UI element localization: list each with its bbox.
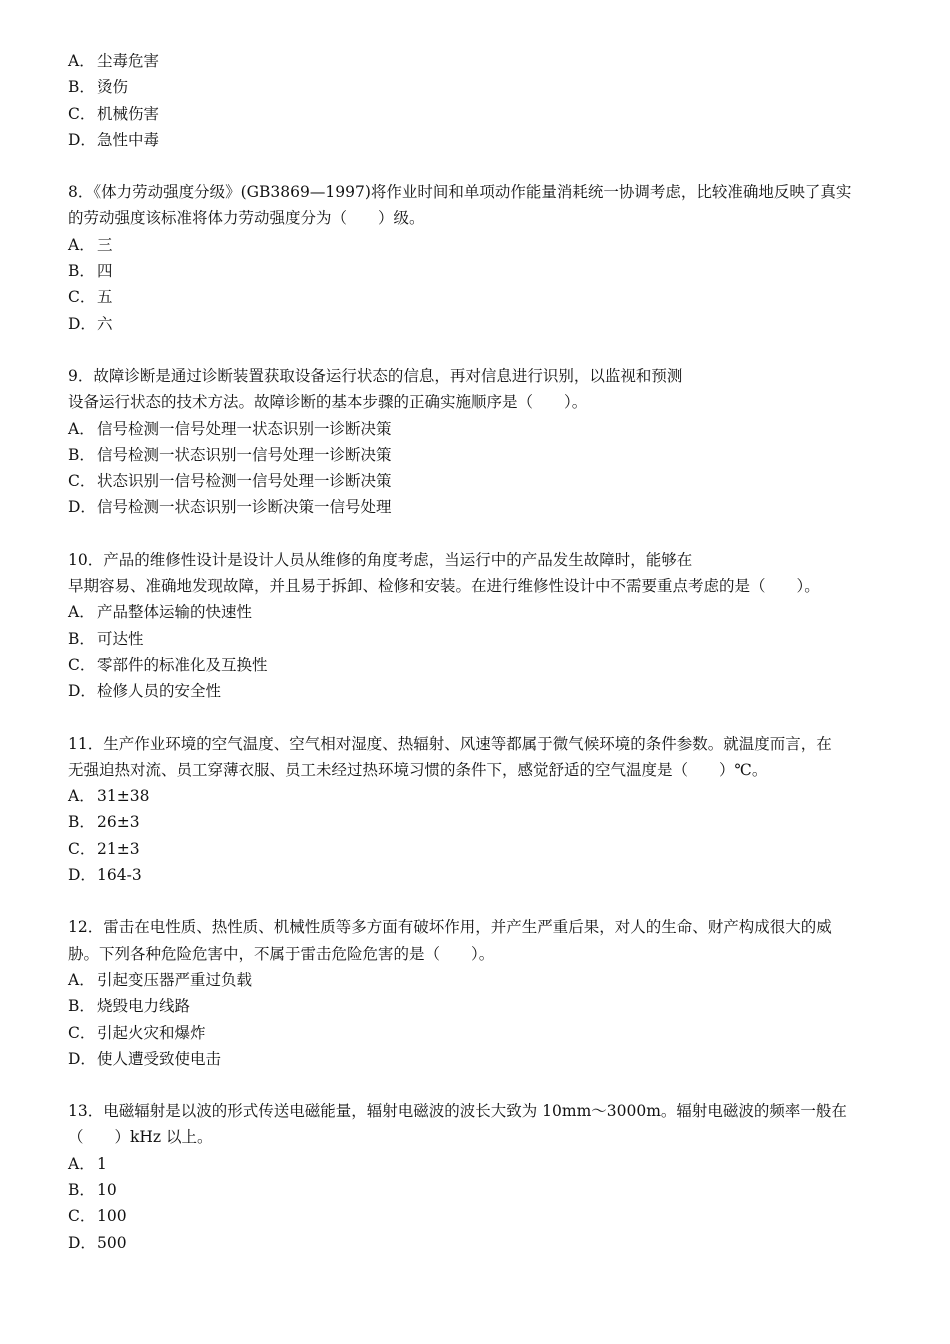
spacer — [68, 337, 898, 363]
option-d: D．六 — [68, 314, 113, 333]
question-text-line: 8．《体力劳动强度分级》(GB3869—1997)将作业时间和单项动作能量消耗统一协调考虑，比较准确地反映了真实 — [68, 183, 852, 202]
option-a: A． 尘毒危害 — [68, 52, 160, 70]
option-b: B． 26±3 — [68, 813, 140, 832]
option-d: D．急性中毒 — [68, 130, 160, 149]
question-text-line: 胁。下列各种危险危害中，不属于雷击危险危害的是（ ）。 — [68, 944, 495, 963]
option-a: A． 1 — [68, 1154, 107, 1173]
option-a: A． 引起变压器严重过负载 — [68, 970, 253, 989]
option-c: C． 21±3 — [68, 839, 140, 858]
option-a: A． 31±38 — [68, 787, 150, 806]
option-a: A． 三 — [68, 235, 113, 254]
question-text-line: 10．产品的维修性设计是设计人员从维修的角度考虑，当运行中的产品发生故障时，能够在 — [68, 550, 693, 569]
option-d: D．信号检测一状态识别一诊断决策一信号处理 — [68, 498, 392, 517]
option-b: B． 信号检测一状态识别一信号处理一诊断决策 — [68, 445, 392, 464]
question-text-line: 11．生产作业环境的空气温度、空气相对湿度、热辐射、风速等都属于微气候环境的条件参数。就温度而言，在 — [68, 734, 832, 753]
question-12 — [68, 914, 898, 1072]
option-b: B． 10 — [68, 1180, 117, 1199]
option-b: B． 四 — [68, 262, 113, 281]
spacer — [68, 705, 898, 731]
document-page — [68, 48, 898, 1256]
question-9 — [68, 363, 898, 521]
question-8 — [68, 179, 898, 337]
option-d: D．使人遭受致使电击 — [68, 1049, 222, 1068]
question-text-line: 13．电磁辐射是以波的形式传送电磁能量，辐射电磁波的波长大致为 10mm～3000m。辐射电磁波的频率一般在 — [68, 1102, 847, 1121]
option-b: B． 可达性 — [68, 629, 144, 648]
option-c: C． 状态识别一信号检测一信号处理一诊断决策 — [68, 472, 392, 491]
question-13 — [68, 1098, 898, 1256]
option-d: D．500 — [68, 1233, 127, 1252]
question-text-line: （ ）kHz 以上。 — [68, 1128, 213, 1147]
question-text-line: 无强迫热对流、员工穿薄衣服、员工未经过热环境习惯的条件下，感觉舒适的空气温度是（ ）℃。 — [68, 760, 768, 779]
option-b: B． 烧毁电力线路 — [68, 997, 191, 1016]
option-a: A． 信号检测一信号处理一状态识别一诊断决策 — [68, 419, 392, 438]
question-text-line: 9．故障诊断是通过诊断装置获取设备运行状态的信息，再对信息进行识别，以监视和预测 — [68, 366, 683, 385]
option-c: C． 五 — [68, 288, 113, 307]
question-text-line: 设备运行状态的技术方法。故障诊断的基本步骤的正确实施顺序是（ ）。 — [68, 393, 588, 412]
question-11 — [68, 731, 898, 889]
spacer — [68, 888, 898, 914]
option-c: C． 引起火灾和爆炸 — [68, 1023, 206, 1042]
question-10 — [68, 547, 898, 705]
option-c: C． 零部件的标准化及互换性 — [68, 655, 268, 674]
option-c: C． 100 — [68, 1207, 127, 1226]
option-d: D．检修人员的安全性 — [68, 682, 222, 701]
spacer — [68, 153, 898, 179]
option-d: D．164-3 — [68, 866, 142, 885]
option-a: A． 产品整体运输的快速性 — [68, 603, 253, 622]
option-c: C． 机械伤害 — [68, 104, 160, 123]
question-text-line: 早期容易、准确地发现故障，并且易于拆卸、检修和安装。在进行维修性设计中不需要重点考虑的是（ ）。 — [68, 577, 820, 596]
question-text-line: 12．雷击在电性质、热性质、机械性质等多方面有破坏作用，并产生严重后果，对人的生命、财产构成很大的威 — [68, 918, 832, 937]
previous-question-options — [68, 48, 898, 153]
question-text-line: 的劳动强度该标准将体力劳动强度分为（ ）级。 — [68, 209, 425, 228]
option-b: B． 烫伤 — [68, 78, 129, 97]
spacer — [68, 521, 898, 547]
spacer — [68, 1072, 898, 1098]
